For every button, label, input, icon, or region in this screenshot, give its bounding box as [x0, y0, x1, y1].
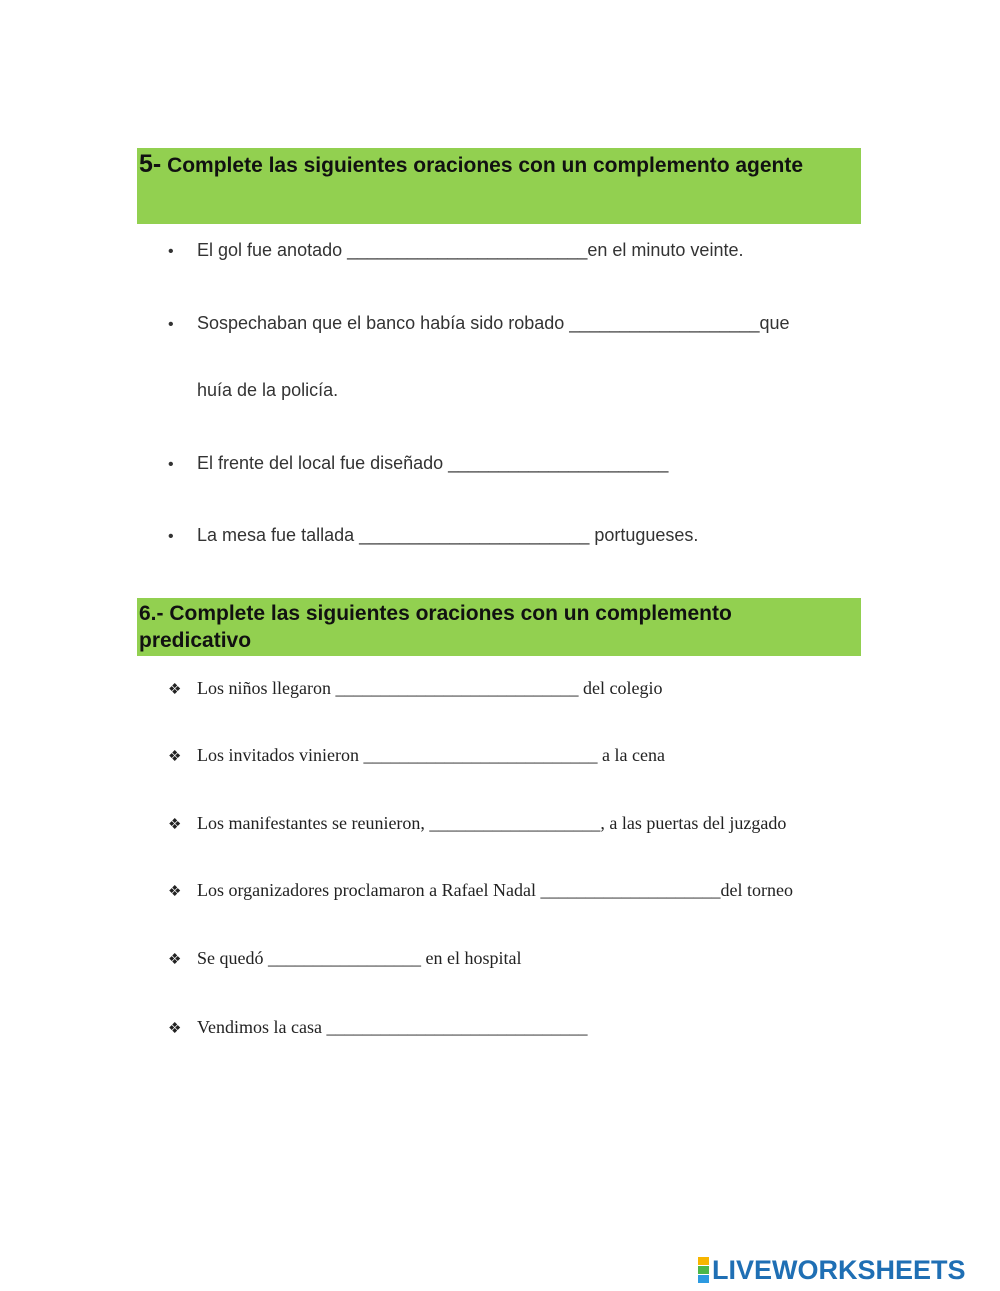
- diamond-bullet-icon: ❖: [168, 1021, 182, 1037]
- sentence-text: Se quedó _________________ en el hospital: [197, 948, 522, 968]
- diamond-bullet-icon: ❖: [168, 682, 182, 698]
- list-item: [168, 240, 743, 261]
- list-item: [168, 880, 793, 901]
- logo-text: LIVEWORKSHEETS: [712, 1254, 966, 1285]
- bullet-icon: •: [168, 456, 174, 473]
- sentence-text: La mesa fue tallada _______________________ portugueses.: [197, 525, 699, 545]
- list-item: [168, 813, 786, 834]
- list-item: [168, 948, 521, 969]
- diamond-bullet-icon: ❖: [168, 884, 182, 900]
- sentence-text: El gol fue anotado ________________________en el minuto veinte.: [197, 240, 744, 260]
- diamond-bullet-icon: ❖: [168, 749, 182, 765]
- list-item: [168, 525, 698, 546]
- list-item: [168, 313, 790, 334]
- bullet-icon: •: [168, 316, 174, 333]
- list-item: [168, 1017, 587, 1038]
- bullet-icon: •: [168, 528, 174, 545]
- section-5-title-text: Complete las siguientes oraciones con un complemento agente: [161, 154, 804, 177]
- section-6-header: [137, 598, 861, 656]
- sentence-text: huía de la policía.: [197, 380, 339, 400]
- list-item: [168, 745, 665, 766]
- sentence-text: Los invitados vinieron __________________________ a la cena: [197, 745, 665, 765]
- diamond-bullet-icon: ❖: [168, 817, 182, 833]
- section-6-title: 6.- Complete las siguientes oraciones con un complemento predicativo: [139, 602, 732, 652]
- list-item: [168, 678, 662, 699]
- sentence-text: Sospechaban que el banco había sido robado ___________________que: [197, 313, 790, 333]
- section-5-header: [137, 148, 861, 224]
- section-5-title: [139, 151, 803, 179]
- sentence-text: Los manifestantes se reunieron, ___________________, a las puertas del juzgado: [197, 813, 787, 833]
- logo-mark-icon: [698, 1257, 709, 1283]
- diamond-bullet-icon: ❖: [168, 952, 182, 968]
- bullet-icon: •: [168, 243, 174, 260]
- sentence-text: Vendimos la casa _____________________________: [197, 1017, 588, 1037]
- list-item-continuation: [197, 380, 338, 401]
- sentence-text: Los organizadores proclamaron a Rafael Nadal ____________________del torneo: [197, 880, 793, 900]
- sentence-text: El frente del local fue diseñado ______________________: [197, 453, 669, 473]
- sentence-text: Los niños llegaron ___________________________ del colegio: [197, 678, 663, 698]
- section-5-number: 5-: [139, 150, 162, 178]
- liveworksheets-logo: [698, 1255, 966, 1285]
- list-item: [168, 453, 668, 474]
